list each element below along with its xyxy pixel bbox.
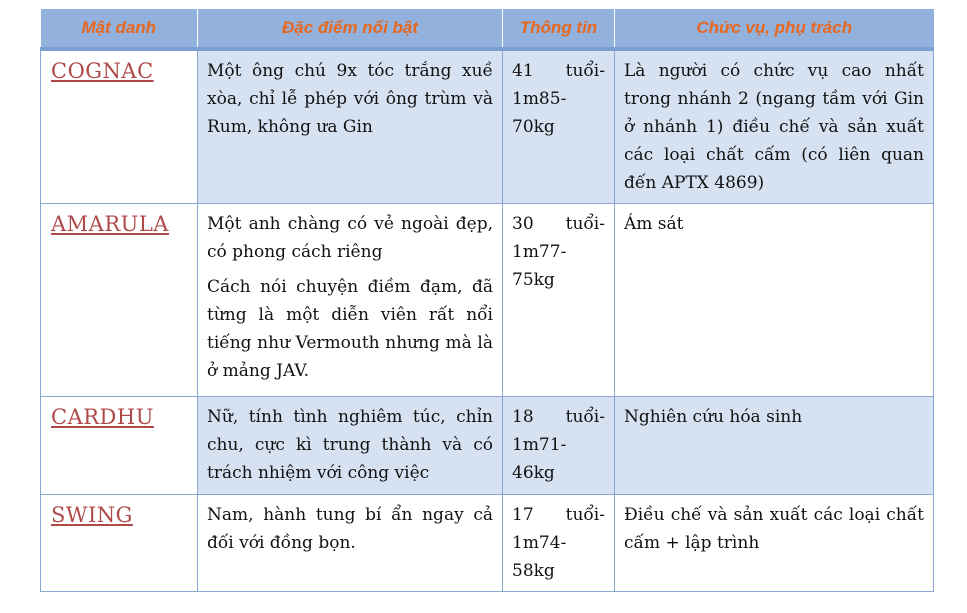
trait-text: Một anh chàng có vẻ ngoài đẹp, có phong cách riêng (207, 214, 493, 262)
table-row (41, 397, 934, 495)
trait-text: Cách nói chuyện điềm đạm, đã từng là một diễn viên rất nổi tiếng như Vermouth nhưng mà là ở mảng JAV. (207, 277, 493, 381)
role-cell: Nghiên cứu hóa sinh (615, 397, 934, 495)
codename-cell (41, 397, 198, 495)
traits-cell (198, 204, 503, 397)
table-row (41, 49, 934, 204)
character-table (40, 9, 934, 592)
trait-text: Một ông chú 9x tóc trắng xuề xòa, chỉ lễ phép với ông trùm và Rum, không ưa Gin (207, 61, 493, 137)
traits-cell (198, 397, 503, 495)
header-role: Chức vụ, phụ trách (615, 9, 934, 49)
header-info: Thông tin (503, 9, 615, 49)
header-codename: Mật danh (41, 9, 198, 49)
codename-link[interactable]: SWING (51, 503, 133, 527)
codename-link[interactable]: COGNAC (51, 59, 154, 83)
traits-cell (198, 495, 503, 592)
trait-text: Nữ, tính tình nghiêm túc, chỉn chu, cực kì trung thành và có trách nhiệm với công việc (207, 407, 493, 483)
traits-cell (198, 49, 503, 204)
info-cell: 17 tuổi-1m74-58kg (503, 495, 615, 592)
header-traits: Đặc điểm nổi bật (198, 9, 503, 49)
codename-cell (41, 49, 198, 204)
header-row (41, 9, 934, 49)
info-cell: 41 tuổi-1m85-70kg (503, 49, 615, 204)
info-cell: 30 tuổi-1m77-75kg (503, 204, 615, 397)
table-row (41, 204, 934, 397)
codename-cell (41, 204, 198, 397)
codename-link[interactable]: AMARULA (51, 212, 169, 236)
info-cell: 18 tuổi-1m71-46kg (503, 397, 615, 495)
role-cell: Ám sát (615, 204, 934, 397)
codename-link[interactable]: CARDHU (51, 405, 154, 429)
table-row (41, 495, 934, 592)
role-cell: Điều chế và sản xuất các loại chất cấm + lập trình (615, 495, 934, 592)
codename-cell (41, 495, 198, 592)
trait-text: Nam, hành tung bí ẩn ngay cả đối với đồng bọn. (207, 505, 493, 553)
role-cell: Là người có chức vụ cao nhất trong nhánh 2 (ngang tầm với Gin ở nhánh 1) điều chế và sản xuất các loại chất cấm (có liên quan đến APTX 4869) (615, 49, 934, 204)
